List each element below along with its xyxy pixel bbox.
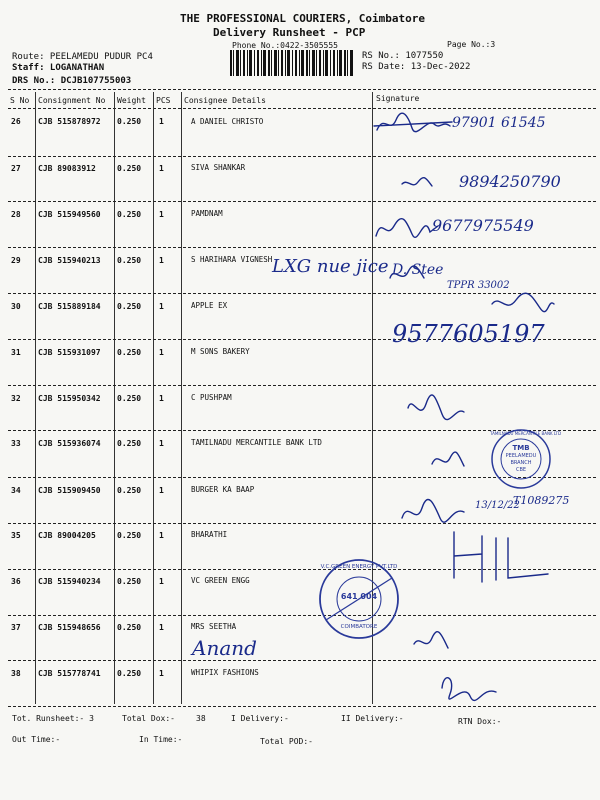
row-weight: 0.250 xyxy=(117,669,142,678)
column-divider xyxy=(153,92,154,704)
row-sno: 35 xyxy=(11,531,21,540)
table-bottom-rule xyxy=(8,706,596,707)
row-pcs: 1 xyxy=(159,486,164,495)
row-weight: 0.250 xyxy=(117,531,142,540)
handwritten-phone-26: 97901 61545 xyxy=(452,115,546,131)
row-pcs: 1 xyxy=(159,348,164,357)
handwritten-phone-28: 9677975549 xyxy=(432,216,534,235)
row-consignment: CJB 89083912 xyxy=(38,164,96,173)
row-consignee: APPLE EX xyxy=(191,301,228,310)
row-pcs: 1 xyxy=(159,117,164,126)
row-sno: 28 xyxy=(11,210,21,219)
tot-runsheet: Tot. Runsheet:- 3 xyxy=(12,714,94,723)
row-consignment: CJB 515889184 xyxy=(38,302,101,311)
rs-number: RS No.: 1077550 xyxy=(362,51,444,61)
row-pcs: 1 xyxy=(159,577,164,586)
bank-stamp xyxy=(490,428,562,490)
column-divider xyxy=(35,92,36,704)
handwritten-name-29: D. Stee xyxy=(392,262,444,278)
row-weight: 0.250 xyxy=(117,577,142,586)
total-pod-label: Total POD:- xyxy=(260,737,313,746)
row-pcs: 1 xyxy=(159,302,164,311)
column-header-consignment: Consignment No xyxy=(38,96,106,105)
row-pcs: 1 xyxy=(159,164,164,173)
column-header-consignee: Consignee Details xyxy=(184,96,266,105)
in-time-label: In Time:- xyxy=(139,735,183,744)
handwritten-code-29: TPPR 33002 xyxy=(447,280,510,291)
handwritten-phone-27: 9894250790 xyxy=(459,172,561,191)
route-label: Route: PEELAMEDU PUDUR PC4 xyxy=(12,52,153,62)
row-pcs: 1 xyxy=(159,531,164,540)
row-pcs: 1 xyxy=(159,669,164,678)
row-sno: 30 xyxy=(11,302,21,311)
bank-stamp-line-2: PEELAMEDU xyxy=(505,453,537,459)
rtn-dox-label: RTN Dox:- xyxy=(458,717,502,726)
row-consignment: CJB 515936074 xyxy=(38,439,101,448)
column-header-sno: S No xyxy=(10,96,30,105)
row-consignment: CJB 515948656 xyxy=(38,623,101,632)
bank-stamp-line-3: BRANCH xyxy=(510,460,532,466)
row-weight: 0.250 xyxy=(117,486,142,495)
out-time-label: Out Time:- xyxy=(12,735,61,744)
handwritten-name-37: Anand xyxy=(192,636,257,660)
handwritten-date-34: 13/12/22 xyxy=(475,500,520,511)
row-weight: 0.250 xyxy=(117,348,142,357)
row-consignment: CJB 515950342 xyxy=(38,394,101,403)
drs-number: DRS No.: DCJB107755003 xyxy=(12,76,132,86)
row-consignee: S HARIHARA VIGNESH xyxy=(191,255,273,264)
row-weight: 0.250 xyxy=(117,302,142,311)
row-sno: 31 xyxy=(11,348,21,357)
company-stamp-bottom: COIMBATORE xyxy=(340,624,378,630)
row-consignment: CJB 515949560 xyxy=(38,210,101,219)
company-stamp-ring-text: V.C.GREEN ENERGY PVT.LTD xyxy=(320,564,398,570)
row-consignment: CJB 515940234 xyxy=(38,577,101,586)
row-consignee: SIVA SHANKAR xyxy=(191,163,246,172)
bank-stamp-line-1: TMB xyxy=(512,444,530,452)
row-pcs: 1 xyxy=(159,439,164,448)
row-consignee: M SONS BAKERY xyxy=(191,347,250,356)
column-header-signature: Signature xyxy=(376,94,420,103)
barcode-image xyxy=(230,50,355,76)
row-pcs: 1 xyxy=(159,394,164,403)
bank-stamp-line-4: CBE xyxy=(515,467,527,473)
company-name: THE PROFESSIONAL COURIERS, Coimbatore xyxy=(180,12,426,25)
row-consignee: PAMDNAM xyxy=(191,209,223,218)
row-sno: 26 xyxy=(11,117,21,126)
bank-stamp-ring-text: TAMILNADU MERCANTILE BANK LTD xyxy=(490,431,562,436)
row-weight: 0.250 xyxy=(117,623,142,632)
row-sno: 38 xyxy=(11,669,21,678)
phone-number: Phone No.:0422-3505555 xyxy=(232,41,338,50)
table-top-rule xyxy=(8,89,596,90)
handwritten-phone-31: 9577605197 xyxy=(392,320,545,348)
column-header-pcs: PCS xyxy=(156,96,171,105)
row-consignment: CJB 515778741 xyxy=(38,669,101,678)
row-consignee: A DANIEL CHRISTO xyxy=(191,117,264,126)
row-consignment: CJB 515931097 xyxy=(38,348,101,357)
row-consignee: VC GREEN ENGG xyxy=(191,576,250,585)
company-stamp-center: 641 004 xyxy=(340,592,378,601)
row-consignment: CJB 515909450 xyxy=(38,486,101,495)
i-delivery-label: I Delivery:- xyxy=(231,714,289,723)
total-dox-value: 38 xyxy=(196,714,206,723)
row-sno: 29 xyxy=(11,256,21,265)
row-weight: 0.250 xyxy=(117,439,142,448)
handwritten-note-29: LXG nue jice xyxy=(272,256,389,277)
row-sno: 32 xyxy=(11,394,21,403)
staff-label: Staff: LOGANATHAN xyxy=(12,63,105,73)
row-pcs: 1 xyxy=(159,256,164,265)
sheet-title: Delivery Runsheet - PCP xyxy=(213,26,366,39)
row-consignee: MRS SEETHA xyxy=(191,622,237,631)
row-weight: 0.250 xyxy=(117,117,142,126)
row-weight: 0.250 xyxy=(117,210,142,219)
handwritten-phone-34: T1089275 xyxy=(513,494,570,507)
row-consignment: CJB 89004205 xyxy=(38,531,96,540)
company-stamp xyxy=(318,558,400,640)
ii-delivery-label: II Delivery:- xyxy=(341,714,404,723)
row-consignment: CJB 515940213 xyxy=(38,256,101,265)
rs-date: RS Date: 13-Dec-2022 xyxy=(362,62,471,72)
column-header-weight: Weight xyxy=(117,96,146,105)
row-sno: 27 xyxy=(11,164,21,173)
page-number: Page No.:3 xyxy=(447,40,496,49)
row-pcs: 1 xyxy=(159,623,164,632)
signature-scribbles xyxy=(372,108,600,706)
row-pcs: 1 xyxy=(159,210,164,219)
column-divider xyxy=(181,92,182,704)
column-divider xyxy=(114,92,115,704)
row-consignment: CJB 515878972 xyxy=(38,117,101,126)
row-consignee: BURGER KA BAAP xyxy=(191,485,255,494)
row-sno: 37 xyxy=(11,623,21,632)
row-weight: 0.250 xyxy=(117,394,142,403)
row-consignee: WHIPIX FASHIONS xyxy=(191,668,259,677)
row-sno: 36 xyxy=(11,577,21,586)
row-consignee: BHARATHI xyxy=(191,530,228,539)
row-weight: 0.250 xyxy=(117,164,142,173)
row-sno: 34 xyxy=(11,486,21,495)
row-weight: 0.250 xyxy=(117,256,142,265)
row-consignee: TAMILNADU MERCANTILE BANK LTD xyxy=(191,438,322,447)
total-dox-label: Total Dox:- xyxy=(122,714,175,723)
row-consignee: C PUSHPAM xyxy=(191,393,232,402)
row-sno: 33 xyxy=(11,439,21,448)
